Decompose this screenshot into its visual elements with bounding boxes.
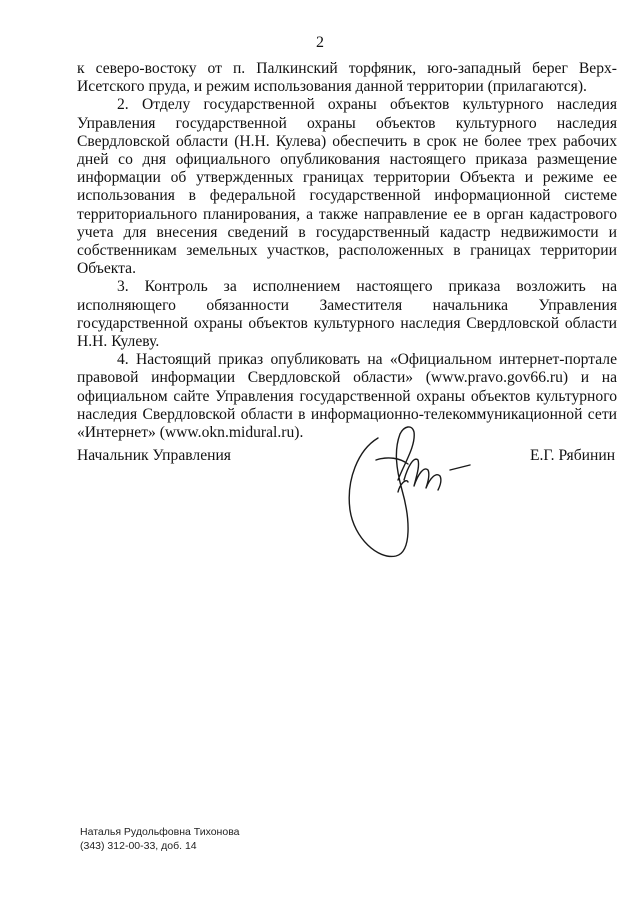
signer-title: Начальник Управления [77, 447, 231, 464]
page-number: 2 [316, 34, 324, 51]
handwritten-signature [338, 420, 478, 570]
signer-name: Е.Г. Рябинин [530, 447, 616, 464]
paragraph-4: 4. Настоящий приказ опубликовать на «Официальном интернет-портале правовой информации Свердловской области» (www.pravo.gov66.ru) и на официальном сайте Управления государственной охраны объектов культурного наследия Свердловской области в информационно-телекоммуникационной сети «Интернет» (www.okn.midural.ru). [77, 351, 617, 442]
document-body [77, 60, 617, 442]
contact-name: Наталья Рудольфовна Тихонова [80, 826, 240, 838]
paragraph-continuation: к северо-востоку от п. Палкинский торфяник, юго-западный берег Верх-Исетского пруда, и режим использования данной территории (прилагаются). [77, 60, 617, 96]
contact-phone: (343) 312-00-33, доб. 14 [80, 840, 197, 852]
paragraph-3: 3. Контроль за исполнением настоящего приказа возложить на исполняющего обязанности Заместителя начальника Управления государственной охраны объектов культурного наследия Свердловской области Н.Н. Кулеву. [77, 278, 617, 351]
paragraph-2: 2. Отделу государственной охраны объектов культурного наследия Управления государственной охраны объектов культурного наследия Свердловской области (Н.Н. Кулева) обеспечить в срок не более трех рабочих дней со дня официального опубликования настоящего приказа размещение информации об утвержденных границах территории Объекта и режиме ее использования в федеральной государственной информационной системе территориального планирования, а также направление ее в орган кадастрового учета для внесения сведений в государственный кадастр недвижимости и собственникам земельных участков, расположенных в границах территории Объекта. [77, 96, 617, 278]
